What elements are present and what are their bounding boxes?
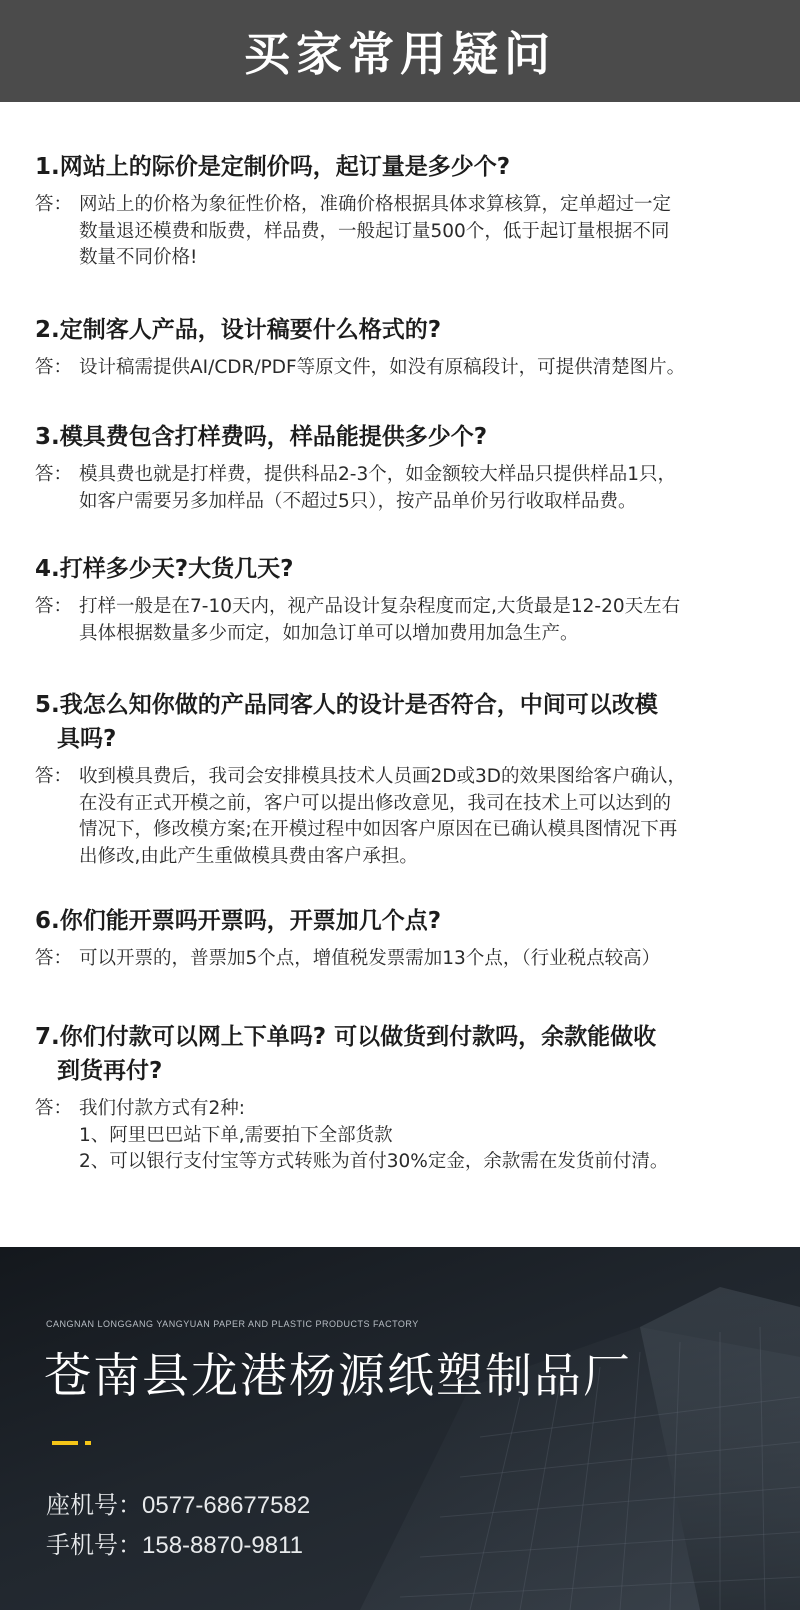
- mobile-contact: [46, 1525, 303, 1560]
- answer-text: 收到模具费后，我司会安排模具技术人员画2D或3D的效果图给客户确认， 在没有正式开模之前，客户可以提出修改意见，我司在技术上可以达到的 情况下，修改模方案;在开模过程中如因客户原因在已确认模具图情况下再 出修改,由此产生重做模具费由客户承担。: [79, 766, 687, 867]
- page-header: [0, 0, 800, 102]
- faq-answer: [35, 764, 770, 870]
- faq-question: 2.定制客人产品，设计稿要什么格式的?: [35, 317, 442, 343]
- answer-label: 答：: [35, 1098, 73, 1119]
- answer-text: 网站上的价格为象征性价格，准确价格根据具体求算核算，定单超过一定 数量退还模费和版费，样品费，一般起订量500个，低于起订量根据不同 数量不同价格!: [79, 194, 672, 268]
- answer-text: 我们付款方式有2种:: [79, 1098, 246, 1119]
- answer-label: 答：: [35, 596, 73, 617]
- list-item: 2、可以银行支付宝等方式转账为首付30%定金，余款需在发货前付清。: [79, 1151, 669, 1172]
- answer-label: 答：: [35, 357, 73, 378]
- answer-text: 打样一般是在7-10天内，视产品设计复杂程度而定,大货最是12-20天左右 具体根据数量多少而定，如加急订单可以增加费用加急生产。: [79, 596, 681, 644]
- company-name-cn: 苍南县龙港杨源纸塑制品厂: [44, 1349, 632, 1404]
- faq-item-5: [35, 688, 770, 870]
- faq-item-2: [35, 313, 770, 382]
- faq-question-cont: 具吗?: [57, 726, 117, 752]
- faq-item-3: [35, 420, 770, 515]
- answer-text: 设计稿需提供AI/CDR/PDF等原文件，如没有原稿段计，可提供清楚图片。: [79, 357, 686, 378]
- faq-question: 7.你们付款可以网上下单吗? 可以做货到付款吗，余款能做收: [35, 1024, 657, 1050]
- faq-question: 3.模具费包含打样费吗，样品能提供多少个?: [35, 424, 488, 450]
- faq-item-1: [35, 150, 770, 272]
- page-title: 买家常用疑问: [244, 27, 556, 81]
- faq-question: 5.我怎么知你做的产品同客人的设计是否符合，中间可以改模: [35, 692, 658, 718]
- faq-question: 1.网站上的际价是定制价吗，起订量是多少个?: [35, 154, 511, 180]
- answer-text: 可以开票的，普票加5个点，增值税发票需加13个点，（行业税点较高）: [79, 948, 661, 969]
- answer-label: 答：: [35, 766, 73, 787]
- answer-text: 模具费也就是打样费，提供科品2-3个，如金额较大样品只提供样品1只， 如客户需要另多加样品（不超过5只），按产品单价另行收取样品费。: [79, 464, 676, 512]
- answer-label: 答：: [35, 464, 73, 485]
- landline-label: 座机号：: [46, 1491, 142, 1519]
- faq-answer: [35, 462, 770, 515]
- faq-item-7: [35, 1020, 770, 1176]
- landline-contact: [46, 1485, 310, 1520]
- faq-question: 4.打样多少天?大货几天?: [35, 556, 294, 582]
- faq-answer: [35, 594, 770, 647]
- faq-item-4: [35, 552, 770, 647]
- mobile-number: 158-8870-9811: [142, 1532, 304, 1559]
- faq-answer: [35, 1096, 770, 1176]
- mobile-label: 手机号：: [46, 1531, 142, 1559]
- list-item: 1、阿里巴巴站下单,需要拍下全部货款: [79, 1124, 393, 1146]
- answer-label: 答：: [35, 194, 73, 215]
- landline-number: 0577-68677582: [142, 1492, 311, 1519]
- faq-question-cont: 到货再付?: [57, 1058, 163, 1084]
- faq-answer: [35, 946, 770, 973]
- company-name-en: CANGNAN LONGGANG YANGYUAN PAPER AND PLASTIC PRODUCTS FACTORY: [46, 1319, 419, 1329]
- payment-method-list: [79, 1123, 770, 1176]
- faq-answer: [35, 192, 770, 272]
- faq-question: 6.你们能开票吗开票吗，开票加几个点?: [35, 908, 442, 934]
- faq-item-6: [35, 904, 770, 973]
- faq-answer: [35, 355, 770, 382]
- answer-label: 答：: [35, 948, 73, 969]
- company-footer: [0, 1247, 800, 1610]
- answer-body: [79, 1096, 770, 1176]
